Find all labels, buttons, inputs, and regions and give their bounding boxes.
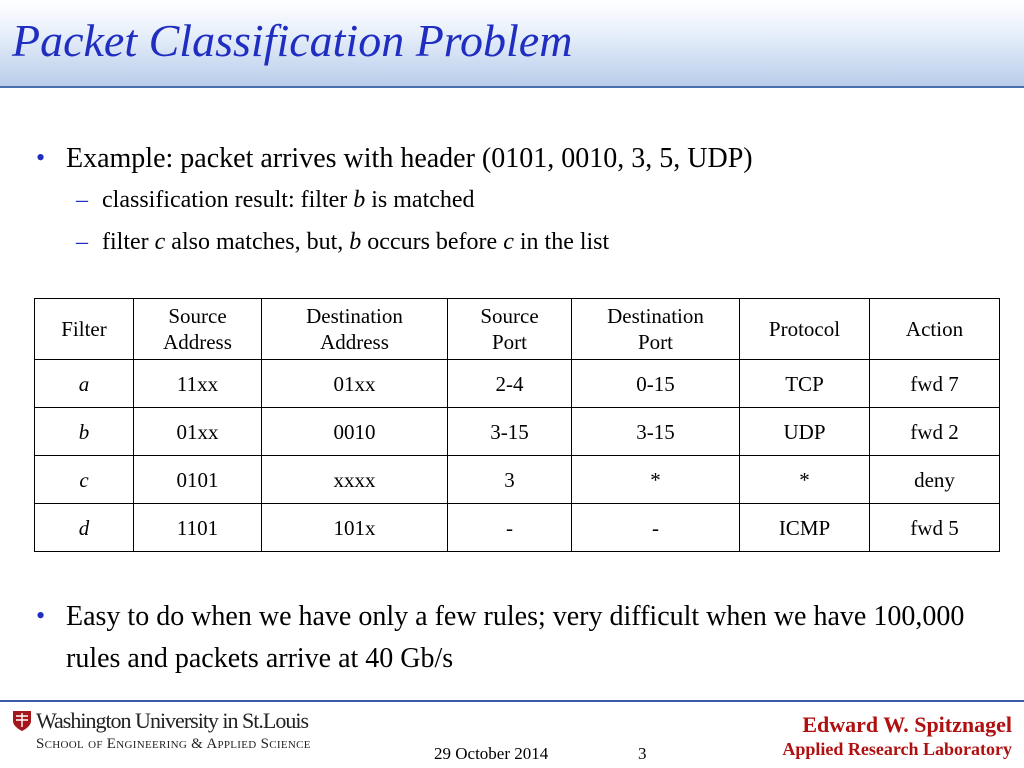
slide-date: 29 October 2014 xyxy=(434,744,549,763)
school-name: School of Engineering & Applied Science xyxy=(36,736,311,752)
cell-filter: c xyxy=(35,456,134,504)
cell-action: deny xyxy=(870,456,1000,504)
cell-action: fwd 7 xyxy=(870,360,1000,408)
cell-destination-address: 0010 xyxy=(262,408,448,456)
cell-destination-port: * xyxy=(572,456,740,504)
page-number: 3 xyxy=(638,744,647,763)
header-destination-port: Destination Port xyxy=(572,299,740,360)
sub-1-filter-b: b xyxy=(353,187,366,213)
table-header-row xyxy=(35,299,1000,360)
bullet-2 xyxy=(36,596,996,680)
table-row xyxy=(35,456,1000,504)
filter-table xyxy=(34,298,1000,552)
sub-2-part-3: also matches, but, xyxy=(165,229,350,255)
sub-2-part-1: filter xyxy=(102,229,155,255)
cell-destination-port: 3-15 xyxy=(572,408,740,456)
cell-protocol: * xyxy=(740,456,870,504)
cell-source-address: 1101 xyxy=(134,504,262,552)
cell-protocol: ICMP xyxy=(740,504,870,552)
header-protocol: Protocol xyxy=(740,299,870,360)
header-action: Action xyxy=(870,299,1000,360)
sub-1-part-3: is matched xyxy=(365,187,475,213)
cell-source-port: 2-4 xyxy=(448,360,572,408)
cell-protocol: UDP xyxy=(740,408,870,456)
cell-source-port: 3-15 xyxy=(448,408,572,456)
lab-name: Applied Research Laboratory xyxy=(782,739,1012,759)
sub-2-filter-c2: c xyxy=(503,229,514,255)
cell-filter: d xyxy=(35,504,134,552)
university-logo xyxy=(12,708,342,760)
cell-filter: b xyxy=(35,408,134,456)
bullet-marker: • xyxy=(36,143,46,172)
bullet-2-text: Easy to do when we have only a few rules; very difficult when we have 100,000 rules and packets arrive at 40 Gb/s xyxy=(66,601,965,674)
author-block xyxy=(782,712,1012,760)
dash-marker: – xyxy=(76,229,88,255)
university-name: Washington University in St.Louis xyxy=(36,708,309,733)
cell-source-address: 11xx xyxy=(134,360,262,408)
sub-2-part-5: occurs before xyxy=(361,229,504,255)
sub-2-filter-b: b xyxy=(349,229,362,255)
cell-source-address: 01xx xyxy=(134,408,262,456)
sub-1-part-1: classification result: filter xyxy=(102,187,354,213)
sub-2-part-7: in the list xyxy=(513,229,610,255)
cell-destination-port: 0-15 xyxy=(572,360,740,408)
table-row xyxy=(35,504,1000,552)
cell-source-address: 0101 xyxy=(134,456,262,504)
footer-divider xyxy=(0,700,1024,702)
header-destination-address: Destination Address xyxy=(262,299,448,360)
dash-marker: – xyxy=(76,187,88,213)
author-name: Edward W. Spitznagel xyxy=(802,712,1012,737)
cell-action: fwd 5 xyxy=(870,504,1000,552)
cell-filter: a xyxy=(35,360,134,408)
title-bar xyxy=(0,0,1024,88)
cell-protocol: TCP xyxy=(740,360,870,408)
table-row xyxy=(35,360,1000,408)
cell-destination-address: 01xx xyxy=(262,360,448,408)
cell-action: fwd 2 xyxy=(870,408,1000,456)
cell-destination-address: xxxx xyxy=(262,456,448,504)
sub-2-filter-c: c xyxy=(154,229,166,255)
header-source-address: Source Address xyxy=(134,299,262,360)
shield-icon xyxy=(12,710,32,732)
header-filter: Filter xyxy=(35,299,134,360)
bullet-marker: • xyxy=(36,601,46,630)
sub-bullet-2 xyxy=(76,226,609,258)
header-source-port: Source Port xyxy=(448,299,572,360)
sub-bullet-1 xyxy=(76,184,475,216)
bullet-1-text: Example: packet arrives with header (0101, 0010, 3, 5, UDP) xyxy=(66,143,753,174)
bullet-1 xyxy=(36,138,996,180)
cell-destination-address: 101x xyxy=(262,504,448,552)
cell-source-port: - xyxy=(448,504,572,552)
slide-title: Packet Classification Problem xyxy=(12,15,573,66)
cell-destination-port: - xyxy=(572,504,740,552)
table-row xyxy=(35,408,1000,456)
cell-source-port: 3 xyxy=(448,456,572,504)
